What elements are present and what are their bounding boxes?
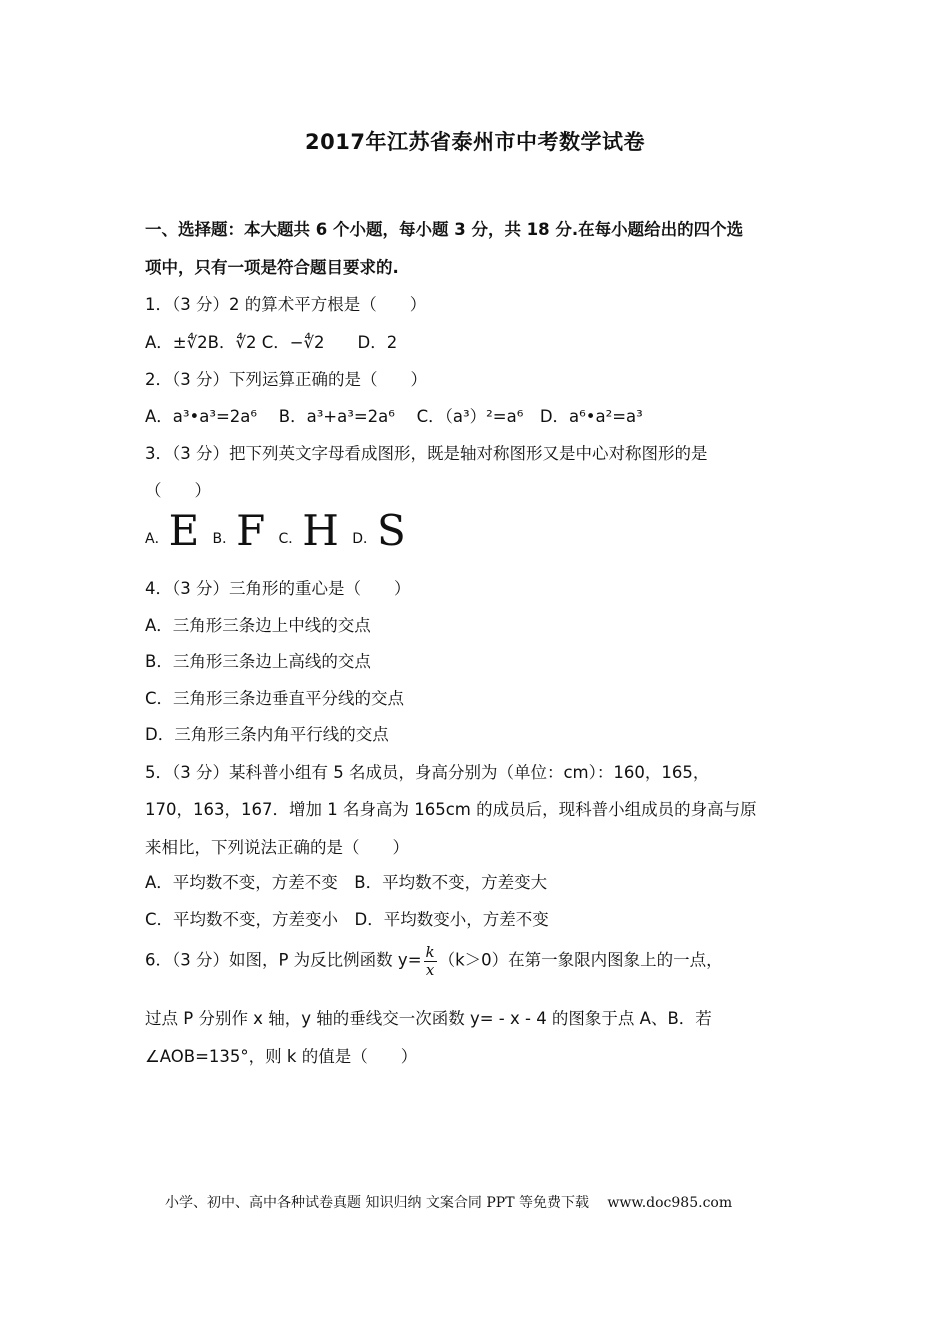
q6-fraction-numerator: k — [425, 943, 435, 961]
section-heading-line1: 一、选择题：本大题共 6 个小题，每小题 3 分，共 18 分.在每小题给出的四个选 — [145, 220, 744, 239]
q4-option-c: C．三角形三条边垂直平分线的交点 — [145, 689, 405, 708]
q5-line2: 170，163，167．增加 1 名身高为 165cm 的成员后，现科普小组成员的身高与原 — [145, 800, 757, 819]
q1-options: A．±∜2B．∜2 C．−∜2 D．2 — [145, 333, 398, 352]
q6-fraction — [424, 944, 437, 978]
section-heading-line2: 项中，只有一项是符合题目要求的. — [145, 258, 399, 277]
q4-option-b: B．三角形三条边上高线的交点 — [145, 652, 371, 671]
q6-line2: 过点 P 分别作 x 轴，y 轴的垂线交一次函数 y= - x - 4 的图象于点 A、B．若 — [145, 1009, 712, 1028]
q5-line3: 来相比，下列说法正确的是（ ） — [145, 838, 409, 857]
q3-letter-e: E — [168, 506, 200, 555]
q1-stem: 1．（3 分）2 的算术平方根是（ ） — [145, 295, 427, 314]
q5-line1: 5．（3 分）某科普小组有 5 名成员，身高分别为（单位：cm）：160，165， — [145, 763, 710, 782]
q3-options — [145, 506, 414, 555]
q3-label-d: D． — [352, 531, 377, 547]
q5-options-cd: C．平均数不变，方差变小 D．平均数变小，方差不变 — [145, 910, 549, 929]
page-title: 2017年江苏省泰州市中考数学试卷 — [305, 130, 645, 154]
q3-label-c: C． — [278, 531, 303, 547]
q6-line1-post: （k＞0）在第一象限内图象上的一点， — [438, 950, 723, 970]
q6-line1 — [145, 944, 723, 978]
q3-letter-f: F — [236, 506, 266, 555]
q6-line1-pre: 6．（3 分）如图，P 为反比例函数 y= — [145, 950, 422, 970]
footer-text: 小学、初中、高中各种试卷真题 知识归纳 文案合同 PPT 等免费下载 www.doc985.com — [165, 1195, 733, 1211]
q3-stem-line2: （ ） — [145, 481, 211, 500]
q6-line3: ∠AOB=135°，则 k 的值是（ ） — [145, 1047, 418, 1066]
q6-fraction-denominator: x — [425, 960, 435, 979]
q5-options-ab: A．平均数不变，方差不变 B．平均数不变，方差变大 — [145, 873, 548, 892]
q3-letter-h: H — [302, 506, 339, 555]
q4-option-a: A．三角形三条边上中线的交点 — [145, 616, 371, 635]
q4-stem: 4．（3 分）三角形的重心是（ ） — [145, 579, 411, 598]
q2-options: A．a³•a³=2a⁶ B．a³+a³=2a⁶ C．（a³）²=a⁶ D．a⁶•a²=a³ — [145, 407, 643, 426]
q3-label-b: B． — [212, 531, 237, 547]
q3-letter-s: S — [376, 506, 406, 555]
q3-label-a: A． — [145, 531, 169, 547]
q4-option-d: D．三角形三条内角平行线的交点 — [145, 725, 389, 744]
q3-stem-line1: 3．（3 分）把下列英文字母看成图形，既是轴对称图形又是中心对称图形的是 — [145, 444, 708, 463]
q2-stem: 2．（3 分）下列运算正确的是（ ） — [145, 370, 427, 389]
